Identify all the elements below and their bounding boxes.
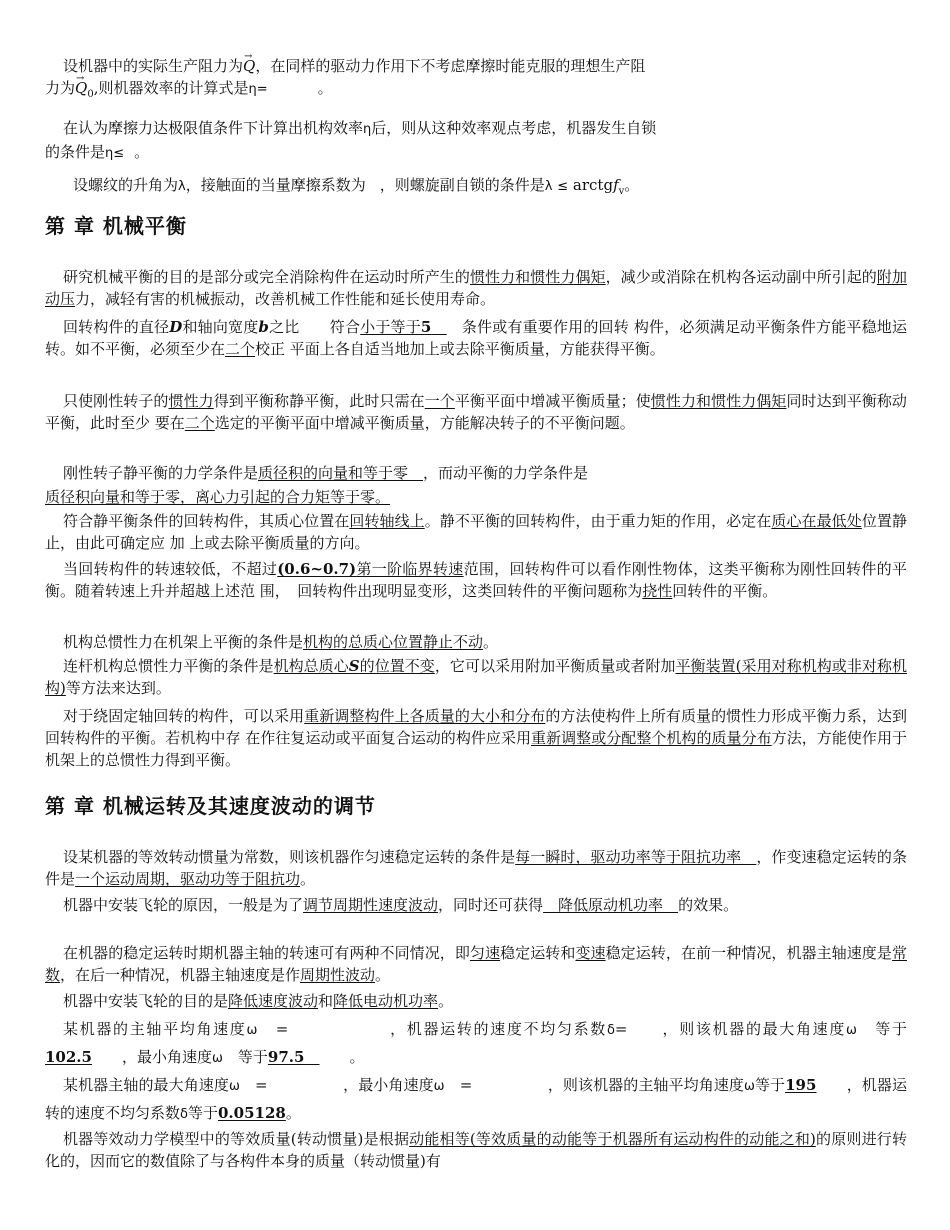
text-segment: 符合静平衡条件的回转构件，其质心位置在	[63, 512, 350, 530]
text-segment: 的效果。	[678, 896, 739, 914]
text-segment: 等方法来达到。	[65, 679, 171, 697]
answer-text: 附加动压	[45, 268, 907, 308]
math-symbol: ω	[743, 1079, 755, 1094]
eta-symbol: η	[105, 146, 114, 161]
text-segment: 研究机械平衡的目的是部分或完全消除构件在运动时所产生的	[63, 268, 470, 286]
answer-text: 重新调整构件上各质量的大小和分布	[304, 707, 546, 725]
text-segment: ，作变速稳定运转的条件是	[45, 848, 907, 888]
q-vector-symbol: → Q	[243, 55, 255, 77]
text-segment: 刚性转子静平衡的力学条件是	[63, 464, 259, 482]
answer-text: 一个运动周期，驱动功等于阻抗功	[75, 870, 301, 888]
text-segment: 。	[483, 633, 499, 651]
paragraph-steady-operation	[45, 846, 907, 890]
answer-text: 质径积的向量和等于零	[258, 464, 424, 482]
text-segment: = ，最小角速度	[239, 1076, 434, 1094]
math-symbol: ω	[212, 1051, 223, 1066]
paragraph-flywheel-purpose	[45, 990, 907, 1012]
answer-text: 回转轴线上	[349, 512, 425, 530]
text-segment: 某机器的主轴平均角速度	[63, 1020, 247, 1038]
paragraph-balance-conditions	[45, 462, 907, 484]
math-symbol: ω	[228, 1079, 240, 1094]
paragraph-static-dynamic-balance	[45, 390, 907, 434]
text-segment: 稳定运转，在前一种情况，机器主轴速度是	[605, 944, 892, 962]
text-segment: 之比 符合	[268, 318, 361, 336]
answer-text: 平衡装置(采用对称机构或非对称机构)	[45, 657, 907, 697]
text-segment: 平衡平面中增减平衡质量；使	[454, 392, 651, 410]
answer-text: 常数	[45, 944, 907, 984]
answer-text: S	[348, 657, 360, 675]
text-segment: 和	[318, 992, 334, 1010]
answer-text: 挠性	[642, 582, 673, 600]
answer-text: 机构总质心	[273, 657, 349, 675]
text-segment: 连杆机构总惯性力平衡的条件是	[63, 657, 274, 675]
text-segment: 同时达到平衡称动平衡，此时至少 要在	[45, 392, 907, 432]
text-segment: 和轴向宽度	[182, 318, 259, 336]
paragraph-fixed-axis-balance	[45, 705, 907, 771]
lambda-symbol: λ	[544, 179, 553, 194]
text-segment: 设某机器的等效转动惯量为常数，则该机器作匀速稳定运转的条件是	[63, 848, 516, 866]
answer-text: 调节周期性速度波动	[303, 896, 439, 914]
text-segment: ，机器运转的速度不均匀系数	[45, 1076, 907, 1122]
text-segment: 。	[285, 1104, 301, 1122]
text-segment: 当回转构件的转速较低，不超过	[63, 560, 278, 578]
answer-text: 匀速	[469, 944, 501, 962]
answer-text: 降低原动机功率	[543, 896, 679, 914]
chapter-heading-speed-fluctuation: 第 章 机械运转及其速度波动的调节	[45, 794, 376, 818]
text-segment: 条件或有重要作用的回转 构件，必须满足动平衡条件方能平稳地运转。如不平衡，必须至少在	[45, 318, 907, 358]
answer-text: 102.5	[45, 1048, 92, 1066]
text-segment: 校正 平面上各自适当地加上或去除平衡质量，方能获得平衡。	[255, 340, 665, 358]
text-segment: 机器等效动力学模型中的等效质量(转动惯量)是根据	[63, 1130, 410, 1148]
answer-text: (0.6~0.7)	[277, 560, 357, 578]
text-segment: 的方法使构件上所有质量的惯性力形成平衡力系，达到回转构件的平衡。若机构中存 在作往复运动或平面复合运动的构件应采用	[45, 707, 907, 747]
answer-text: 97.5	[267, 1048, 305, 1066]
answer-text: 降低电动机功率	[333, 992, 439, 1010]
text-segment: ，最小角速度	[91, 1048, 212, 1066]
answer-text: 一个	[424, 392, 455, 410]
text-segment: 等于	[222, 1048, 268, 1066]
text-segment: 方法，方能使作用于机架上的总惯性力得到平衡。	[45, 729, 907, 769]
paragraph-equivalent-mass	[45, 1128, 907, 1172]
paragraph-efficiency-formula: 设机器中的实际生产阻力为→ Q，在同样的驱动力作用下不考虑摩擦时能克服的理想生产阻 力为→ $Q_0$,则机器效率的计算式是η= 。	[45, 55, 907, 106]
paragraph-linkage-balance	[45, 655, 907, 699]
text-segment: 的原则进行转化的，因而它的数值除了与各构件本身的质量（转动惯量)有	[45, 1130, 907, 1170]
answer-text: 重新调整或分配整个机构的质量分布	[531, 729, 772, 747]
paragraph-balance-conditions-cont	[45, 486, 907, 508]
text-segment: 等于	[856, 1020, 907, 1038]
text-segment: 。	[300, 870, 316, 888]
text-segment: 某机器主轴的最大角速度	[63, 1076, 229, 1094]
paragraph-frame-balance	[45, 631, 907, 653]
text-segment: =	[257, 1020, 289, 1038]
chapter-heading-mechanical-balance: 第 章 机械平衡	[45, 214, 187, 238]
paragraph-screw-self-lock: 设螺纹的升角为λ，接触面的当量摩擦系数为 ，则螺旋副自锁的条件是λ ≤ arctgf$_v$。	[73, 176, 640, 197]
text-segment: D	[169, 318, 183, 336]
text-segment: 回转构件的直径	[63, 318, 170, 336]
answer-text: 二个	[184, 414, 215, 432]
lambda-symbol: λ	[178, 179, 186, 194]
text-segment: b	[258, 318, 269, 336]
answer-text: 惯性力	[168, 392, 214, 410]
paragraph-balance-purpose	[45, 266, 907, 310]
math-symbol: ω	[433, 1079, 445, 1094]
eta-symbol: η	[363, 122, 372, 137]
answer-text: 5	[420, 318, 432, 336]
answer-text	[431, 318, 446, 336]
text-segment: ，减少或消除在机构各运动副中所引起的	[605, 268, 877, 286]
text-segment: 等于	[187, 1104, 218, 1122]
text-segment: ，在后一种情况，机器主轴速度是作	[60, 966, 301, 984]
answer-text: 质径积向量和等于零，离心力引起的合力矩等于零。	[45, 488, 391, 506]
answer-text: 0.05128	[218, 1104, 286, 1122]
answer-text	[304, 1048, 319, 1066]
text-segment: 只使刚性转子的	[63, 392, 169, 410]
paragraph-max-min-speed	[45, 1016, 907, 1072]
paragraph-center-of-mass	[45, 510, 907, 554]
paragraph-average-speed	[45, 1072, 907, 1128]
text-segment: 。静不平衡的回转构件，由于重力矩的作用，必定在	[424, 512, 772, 530]
q0-vector-symbol: → Q	[75, 77, 87, 99]
paragraph-flywheel-reason	[45, 894, 907, 916]
answer-text: 二个	[225, 340, 256, 358]
answer-text: 第一阶临界转速	[356, 560, 464, 578]
text-segment: 机构总惯性力在机架上平衡的条件是	[63, 633, 304, 651]
math-symbol: ω	[846, 1023, 857, 1038]
text-segment: 回转件的平衡。	[672, 582, 778, 600]
math-symbol: δ	[606, 1023, 615, 1038]
text-segment: 力，减轻有害的机械振动，改善机械工作性能和延长使用寿命。	[75, 290, 496, 308]
answer-text: 的位置不变	[359, 657, 435, 675]
paragraph-rigid-flexible-rotor	[45, 558, 907, 602]
answer-text: 周期性波动	[300, 966, 376, 984]
text-segment: 稳定运转和	[500, 944, 576, 962]
answer-text: 每一瞬时，驱动功率等于阻抗功率	[515, 848, 757, 866]
math-symbol: δ	[180, 1107, 188, 1122]
text-segment: 。	[438, 992, 454, 1010]
text-segment: ，而动平衡的力学条件是	[423, 464, 589, 482]
answer-text: 降低速度波动	[228, 992, 319, 1010]
paragraph-stable-operation-types	[45, 942, 907, 986]
text-segment: 对于绕固定轴回转的构件，可以采用	[63, 707, 305, 725]
text-segment: = ，则该机器的主轴平均角速度	[444, 1076, 744, 1094]
paragraph-rotor-ratio	[45, 316, 907, 360]
text-segment: 范围，回转构件可以看作刚性物体，这类平衡称为刚性回转件的平衡。随着转速上升并超越上述范 围， 回转构件出现明显变形，这类回转件的平衡问题称为	[45, 560, 907, 600]
text-segment: ，同时还可获得	[438, 896, 544, 914]
answer-text: 195	[785, 1076, 817, 1094]
text-segment: 。	[375, 966, 391, 984]
answer-text: 动能相等(等效质量的动能等于机器所有运动构件的动能之和)	[409, 1130, 816, 1148]
paragraph-self-lock-condition: 在认为摩擦力达极限值条件下计算出机构效率η后，则从这种效率观点考虑，机器发生自锁 的条件是η≤ 。	[45, 119, 657, 161]
text-segment: 。	[319, 1048, 365, 1066]
text-segment: ，机器运转的速度不均匀系数	[288, 1020, 607, 1038]
text-segment: = ，则该机器的最大角速度	[614, 1020, 847, 1038]
answer-text: 惯性力和惯性力偶矩	[469, 268, 606, 286]
answer-text: 惯性力和惯性力偶矩	[650, 392, 787, 410]
text-segment: 选定的平衡平面中增减平衡质量，方能解决转子的不平衡问题。	[214, 414, 635, 432]
answer-text: 变速	[575, 944, 606, 962]
text-segment: 机器中安装飞轮的目的是	[63, 992, 229, 1010]
text-segment: 等于	[754, 1076, 786, 1094]
answer-text: 小于等于	[360, 318, 421, 336]
math-symbol: ω	[246, 1023, 258, 1038]
answer-text: 机构的总质心位置静止不动	[303, 633, 484, 651]
eta-symbol: η	[248, 82, 257, 97]
answer-text: 质心在最低处	[771, 512, 862, 530]
text-segment: 得到平衡称静平衡，此时只需在	[213, 392, 425, 410]
text-segment: ，它可以采用附加平衡质量或者附加	[434, 657, 676, 675]
text-segment: 机器中安装飞轮的原因，一般是为了	[63, 896, 304, 914]
text-segment: 位置静止，由此可确定应 加 上或去除平衡质量的方向。	[45, 512, 907, 552]
text-segment: 在机器的稳定运转时期机器主轴的转速可有两种不同情况，即	[63, 944, 470, 962]
